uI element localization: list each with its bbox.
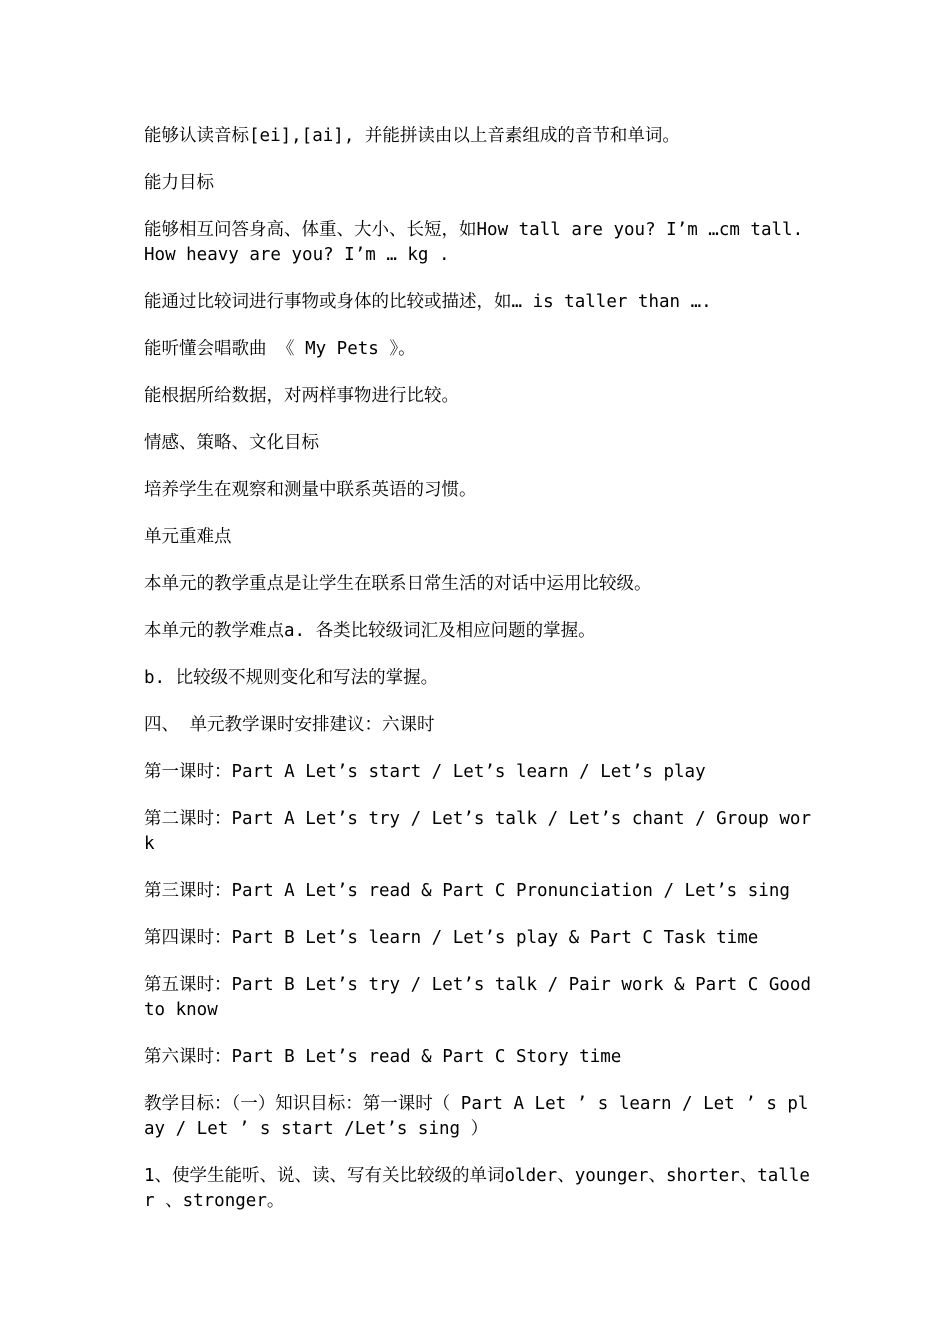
lesson-item-6: 第六课时：Part B Let’s read & Part C Story time xyxy=(144,1047,622,1067)
heading-lesson-plan: 四、 单元教学课时安排建议：六课时 xyxy=(144,715,435,735)
paragraph-song: 能听懂会唱歌曲 《 My Pets 》。 xyxy=(144,339,416,359)
paragraph-teaching-goals: 教学目标：（一）知识目标：第一课时（ Part A Let ’ s learn / Let ’ s play / Let ’ s start /Let’s sing ） xyxy=(144,1094,809,1139)
heading-key-points: 单元重难点 xyxy=(144,527,232,547)
paragraph-difficulty-a: 本单元的教学难点a. 各类比较级词汇及相应问题的掌握。 xyxy=(144,621,596,641)
paragraph-phonetics: 能够认读音标[ei],[ai], 并能拼读由以上音素组成的音节和单词。 xyxy=(144,126,680,146)
lesson-item-4: 第四课时：Part B Let’s learn / Let’s play & Part C Task time xyxy=(144,928,759,948)
heading-ability-goals: 能力目标 xyxy=(144,173,214,193)
document-body xyxy=(144,124,822,1236)
lesson-item-2: 第二课时：Part A Let’s try / Let’s talk / Let’s chant / Group work xyxy=(144,809,811,854)
lesson-item-1: 第一课时：Part A Let’s start / Let’s learn / Let’s play xyxy=(144,762,706,782)
heading-emotion-goals: 情感、策略、文化目标 xyxy=(144,433,319,453)
paragraph-vocabulary-goal: 1、使学生能听、说、读、写有关比较级的单词older、younger、shorter、taller 、stronger。 xyxy=(144,1166,810,1211)
paragraph-ask-answer: 能够相互问答身高、体重、大小、长短，如How tall are you? I’m …cm tall. How heavy are you? I’m … kg . xyxy=(144,220,814,265)
paragraph-difficulty-b: b. 比较级不规则变化和写法的掌握。 xyxy=(144,668,439,688)
paragraph-habit: 培养学生在观察和测量中联系英语的习惯。 xyxy=(144,480,477,500)
paragraph-key-point: 本单元的教学重点是让学生在联系日常生活的对话中运用比较级。 xyxy=(144,574,652,594)
paragraph-data-compare: 能根据所给数据，对两样事物进行比较。 xyxy=(144,386,459,406)
paragraph-comparison: 能通过比较词进行事物或身体的比较或描述，如… is taller than …. xyxy=(144,292,712,312)
lesson-item-3: 第三课时：Part A Let’s read & Part C Pronunciation / Let’s sing xyxy=(144,881,790,901)
lesson-item-5: 第五课时：Part B Let’s try / Let’s talk / Pair work & Part C Good to know xyxy=(144,975,822,1020)
